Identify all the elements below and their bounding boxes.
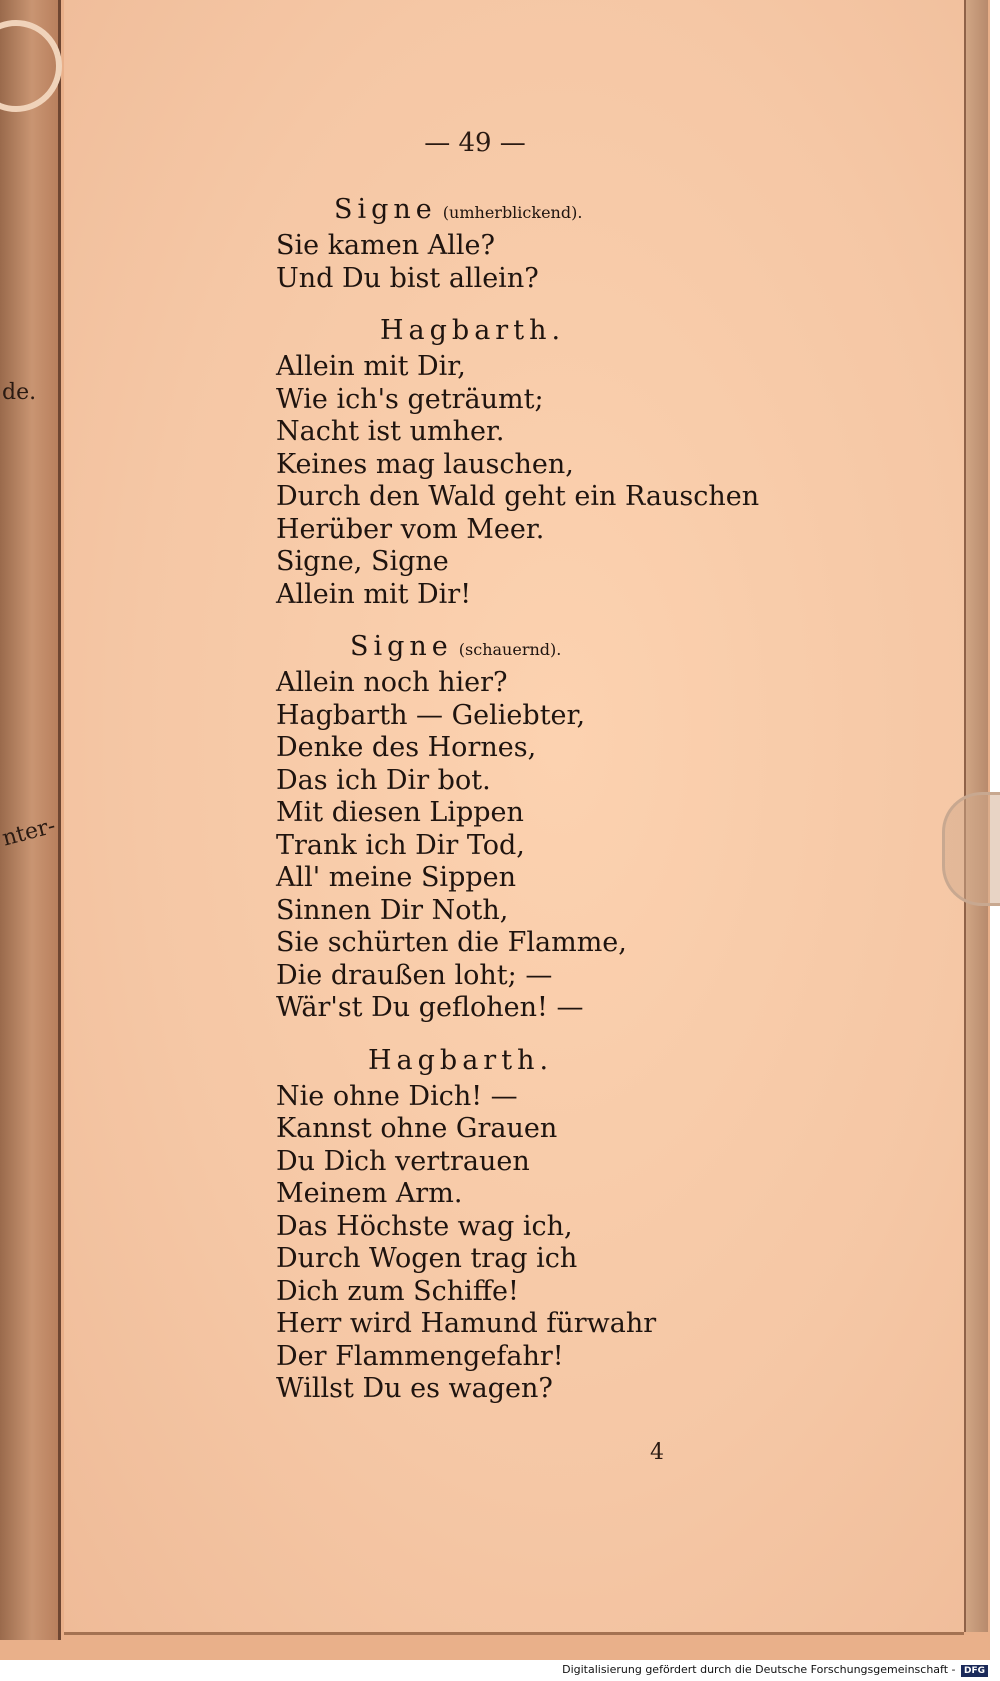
stage-direction: (schauernd). [458,640,562,659]
verse-line: Keines mag lauschen, [276,448,574,480]
verse-line: Durch den Wald geht ein Rauschen [276,481,760,512]
speaker-heading [350,627,916,667]
verse-line: Das ich Dir bot. [276,764,491,796]
verse-line: Kannst ohne Grauen [276,1113,558,1144]
verse-line: Allein mit Dir, [276,351,466,382]
page-curl [0,20,62,112]
verse-line: Und Du bist allein? [276,262,539,294]
verse-line: Wär'st Du geflohen! — [276,992,584,1023]
speaker-name: Hagbarth. [380,315,566,346]
verse-line: Sie schürten die Flamme, [276,927,627,958]
speaker-heading [368,1041,916,1081]
page-clip [942,792,1000,906]
speaker-heading [334,190,916,230]
speaker-name: Signe [350,631,453,662]
verse-line: Dich zum Schiffe! [276,1275,519,1307]
verse-line: Willst Du es wagen? [276,1373,553,1404]
verse-line: Nacht ist umher. [276,416,505,447]
left-page-fragment: nter- [0,813,59,852]
verse-line: Herüber vom Meer. [276,513,545,545]
verse-line: Meinem Arm. [276,1178,463,1209]
verse-line: Trank ich Dir Tod, [276,829,525,861]
speaker-heading [380,311,916,351]
verse-line: Durch Wogen trag ich [276,1243,578,1274]
stage-direction: (umherblickend). [442,203,583,222]
verse-line: Der Flammengefahr! [276,1340,564,1372]
left-page-edge [0,0,61,1640]
verse-line: Allein noch hier? [276,667,508,698]
signature-mark: 4 [650,1440,664,1465]
speaker-name: Signe [334,194,437,225]
verse-line: Sie kamen Alle? [276,230,495,261]
verse-line: Du Dich vertrauen [276,1145,530,1177]
verse-line: Nie ohne Dich! — [276,1080,518,1112]
verse-line: Das Höchste wag ich, [276,1210,573,1242]
verse-line: Mit diesen Lippen [276,797,524,828]
page-number-header: — 49 — [424,128,526,158]
digitization-footer [562,1663,988,1677]
verse-line: Denke des Hornes, [276,732,537,763]
verse-line: Herr wird Hamund fürwahr [276,1308,657,1339]
footer-text: Digitalisierung gefördert durch die Deutsche Forschungsgemeinschaft - [562,1663,956,1676]
verse-line: Allein mit Dir! [276,578,472,610]
verse-line: All' meine Sippen [276,862,517,893]
verse-line: Signe, Signe [276,546,449,577]
verse-line: Wie ich's geträumt; [276,383,544,415]
verse-text [276,190,916,1406]
verse-line: Sinnen Dir Noth, [276,894,509,926]
left-page-fragment: de. [2,380,37,405]
verse-line: Hagbarth — Geliebter, [276,699,586,731]
dfg-logo: DFG [961,1665,988,1677]
verse-line: Die draußen loht; — [276,959,553,991]
speaker-name: Hagbarth. [368,1044,554,1076]
